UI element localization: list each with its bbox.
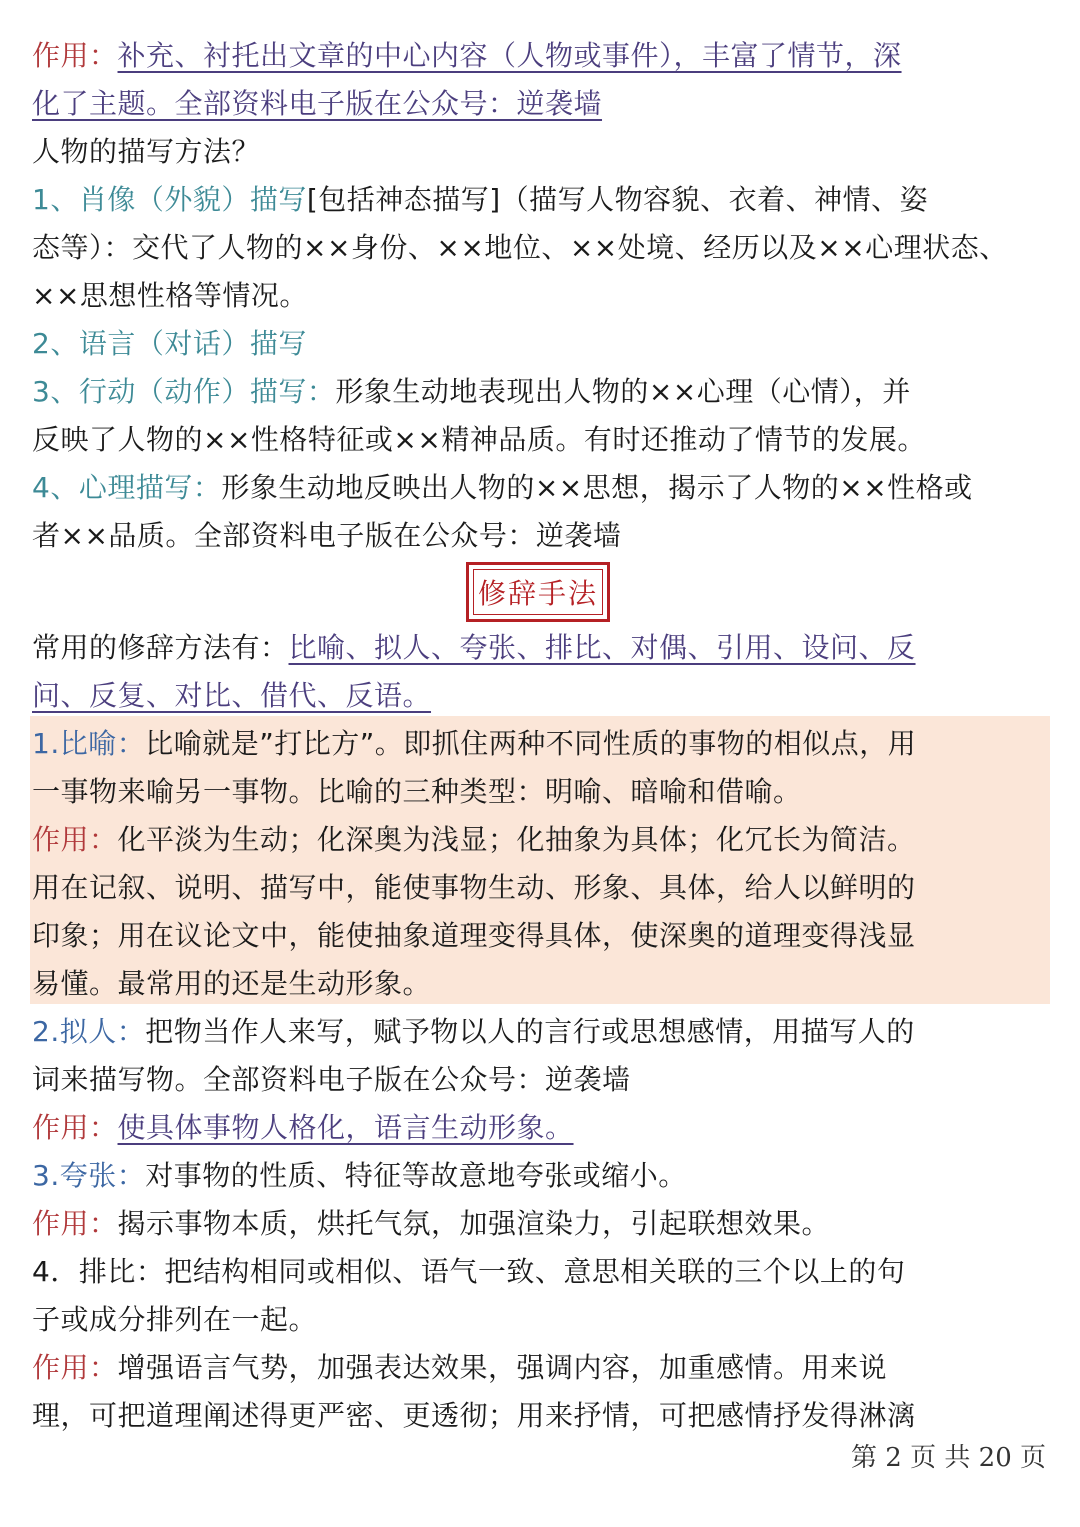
line-27: [32, 1344, 1048, 1392]
item-label: 1.比喻：: [32, 727, 146, 760]
effect-label: 作用：: [32, 39, 118, 72]
item-text: 形象生动地表现出人物的××心理（心情），并: [335, 375, 911, 408]
line-24: [32, 1200, 1048, 1248]
line-20: [32, 1008, 1048, 1056]
item-label: 2.拟人：: [32, 1015, 146, 1048]
line-21: 词来描写物。全部资料电子版在公众号：逆袭墙: [32, 1063, 631, 1096]
item-label: 3.夸张：: [32, 1159, 146, 1192]
line-23: [32, 1152, 1048, 1200]
line-6: ××思想性格等情况。: [32, 279, 308, 312]
effect-label: 作用：: [32, 823, 118, 856]
section-heading-box: [466, 562, 610, 622]
line-12: [32, 624, 1048, 672]
line-26: 子或成分排列在一起。: [32, 1303, 318, 1336]
underlined-text: 问、反复、对比、借代、反语。: [32, 679, 432, 712]
line-14: [32, 720, 1048, 768]
line-1: [32, 32, 1048, 80]
effect-label: 作用：: [32, 1351, 118, 1384]
effect-label: 作用：: [32, 1111, 118, 1144]
underlined-text: 使具体事物人格化，语言生动形象。: [117, 1111, 574, 1144]
section-heading: 修辞手法: [473, 569, 603, 615]
item-label: 4、心理描写：: [32, 471, 222, 504]
line-5: 态等）：交代了人物的××身份、××地位、××处境、经历以及××心理状态、: [32, 231, 1008, 264]
line-22: [32, 1104, 1048, 1152]
item-text: 揭示事物本质，烘托气氛，加强渲染力，引起联想效果。: [117, 1207, 831, 1240]
page-number: 第 2 页 共 20 页: [851, 1443, 1046, 1473]
line-18: 印象；用在议论文中，能使抽象道理变得具体，使深奥的道理变得浅显: [32, 919, 916, 952]
line-17: 用在记叙、说明、描写中，能使事物生动、形象、具体，给人以鲜明的: [32, 871, 916, 904]
item-label: 1、肖像（外貌）描写: [32, 183, 307, 216]
effect-label: 作用：: [32, 1207, 118, 1240]
item-text: 常用的修辞方法有：: [32, 631, 289, 664]
item-label: 3、行动（动作）描写：: [32, 375, 336, 408]
item-text: 形象生动地反映出人物的××思想，揭示了人物的××性格或: [221, 471, 973, 504]
line-3: 人物的描写方法？: [32, 135, 261, 168]
line-4: [32, 176, 1048, 224]
line-8: [32, 368, 1048, 416]
underlined-text: 补充、衬托出文章的中心内容（人物或事件），丰富了情节，深: [117, 39, 902, 72]
item-text: 比喻就是”打比方”。即抓住两种不同性质的事物的相似点，用: [145, 727, 917, 760]
line-9: 反映了人物的××性格特征或××精神品质。有时还推动了情节的发展。: [32, 423, 926, 456]
underlined-text: 比喻、拟人、夸张、排比、对偶、引用、设问、反: [288, 631, 916, 664]
line-2: [32, 80, 1048, 128]
item-text: [包括神态描写]（描写人物容貌、衣着、神情、姿: [306, 183, 929, 216]
line-7: 2、语言（对话）描写: [32, 327, 307, 360]
line-28: 理，可把道理阐述得更严密、更透彻；用来抒情，可把感情抒发得淋漓: [32, 1399, 916, 1432]
line-11: 者××品质。全部资料电子版在公众号：逆袭墙: [32, 519, 622, 552]
item-text: 把物当作人来写，赋予物以人的言行或思想感情，用描写人的: [145, 1015, 915, 1048]
line-13: [32, 672, 1048, 720]
line-16: [32, 816, 1048, 864]
item-text: 化平淡为生动；化深奥为浅显；化抽象为具体；化冗长为简洁。: [117, 823, 916, 856]
line-19: 易懂。最常用的还是生动形象。: [32, 967, 432, 1000]
underlined-text: 化了主题。全部资料电子版在公众号：逆袭墙: [32, 87, 603, 120]
line-25: 4．排比：把结构相同或相似、语气一致、意思相关联的三个以上的句: [32, 1255, 906, 1288]
line-10: [32, 464, 1048, 512]
line-15: 一事物来喻另一事物。比喻的三种类型：明喻、暗喻和借喻。: [32, 775, 802, 808]
item-text: 增强语言气势，加强表达效果，强调内容，加重感情。用来说: [117, 1351, 888, 1384]
item-text: 对事物的性质、特征等故意地夸张或缩小。: [145, 1159, 687, 1192]
